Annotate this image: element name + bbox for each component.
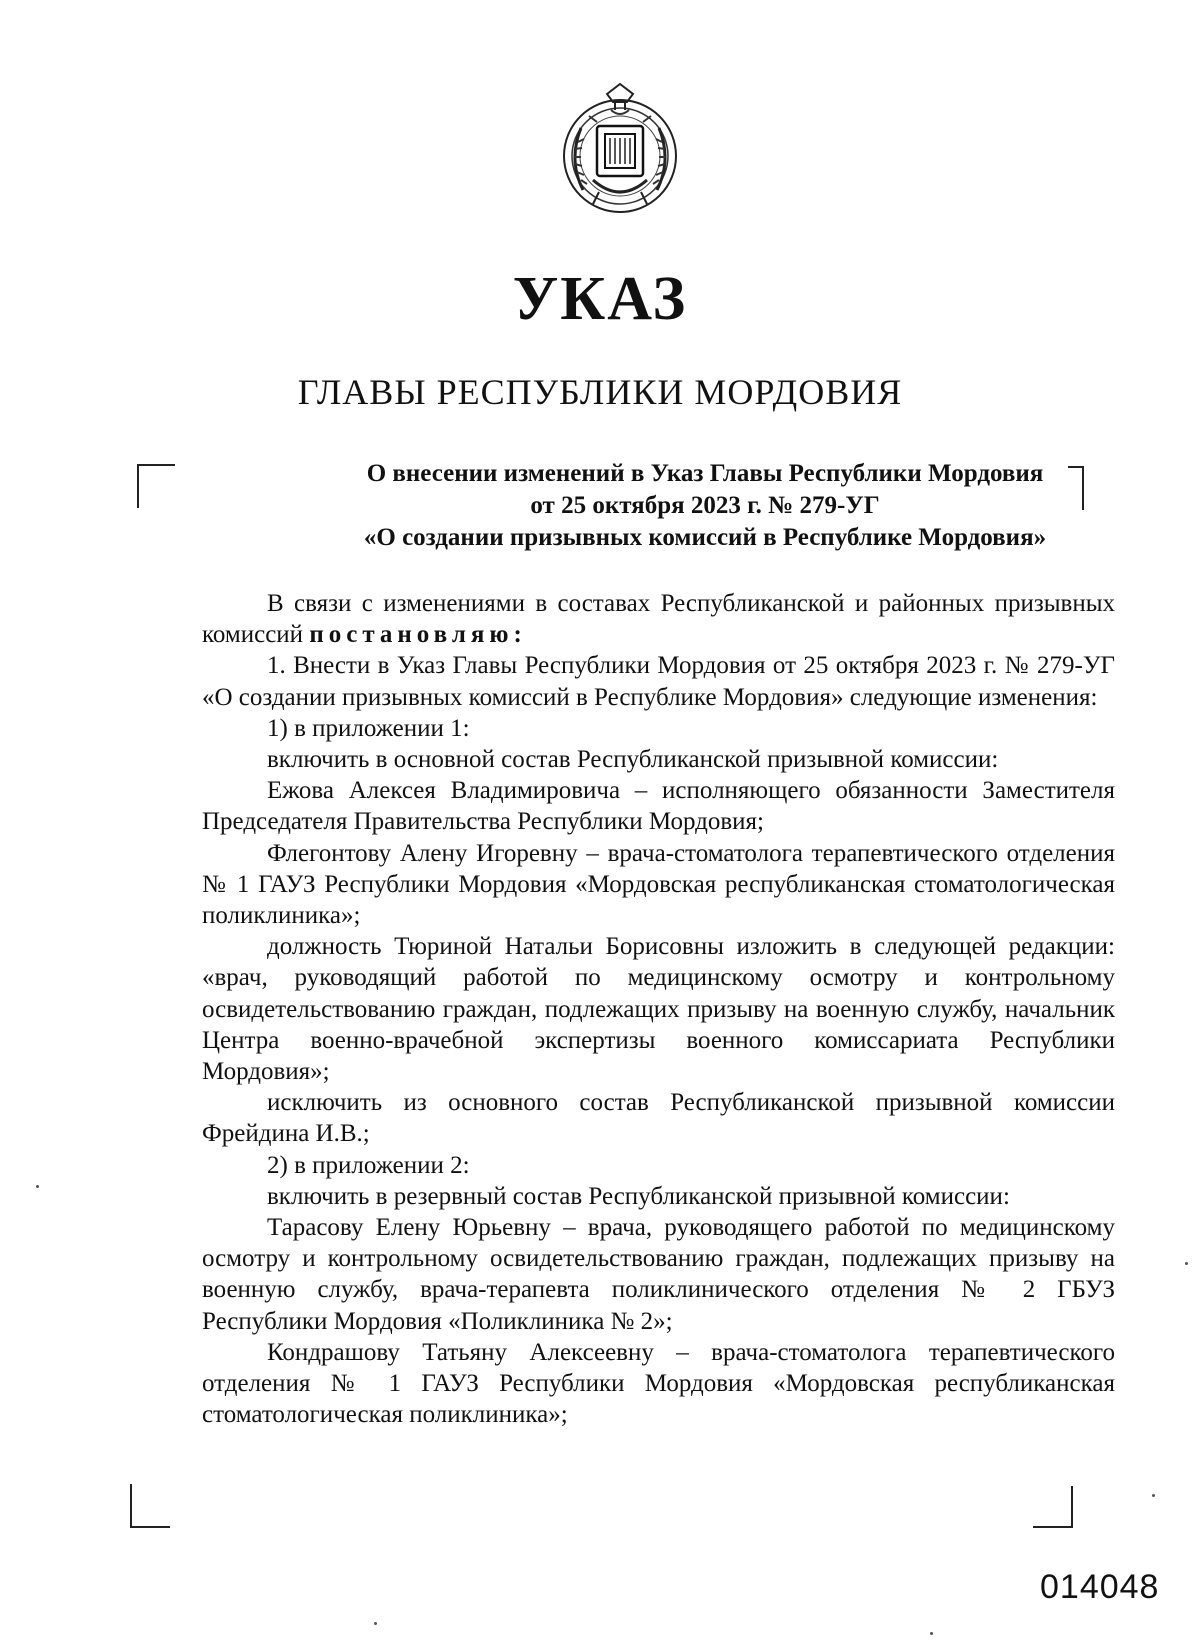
body-paragraph: 2) в приложении 2: — [267, 1151, 470, 1179]
scan-speck — [1152, 1494, 1155, 1497]
scan-speck — [374, 1622, 377, 1625]
text-corner-mark-bottom-left — [130, 1484, 170, 1528]
body-paragraph: включить в основной состав Республиканской призывной комиссии: — [267, 746, 999, 774]
scan-speck — [1185, 1262, 1188, 1265]
body-paragraph: Флегонтову Алену Игоревну – врача-стоматолога терапевтического отделения № 1 ГАУЗ Республики Мордовия «Мордовская республиканская стоматологическая поликлиника»; — [202, 839, 1115, 930]
decree-body — [202, 588, 1115, 1430]
decree-heading — [310, 458, 1100, 554]
text-corner-mark-bottom-right — [1033, 1486, 1073, 1528]
document-title: УКАЗ — [512, 265, 688, 333]
body-paragraph: должность Тюриной Натальи Борисовны изложить в следующей редакции: «врач, руководящий работой по медицинскому осмотру и контрольному освидетельствованию граждан, подлежащих призыву на военную службу, начальник Центра военно-врачебной экспертизы военного комиссариата Республики Мордовия»; — [202, 933, 1115, 1086]
body-paragraph-text: В связи с изменениями в составах Республиканской и районных призывных комиссий — [202, 590, 1115, 649]
heading-line: от 25 октября 2023 г. № 279-УГ — [530, 492, 880, 519]
heading-line: «О создании призывных комиссий в Республике Мордовия» — [363, 524, 1047, 551]
body-paragraph: включить в резервный состав Республиканской призывной комиссии: — [267, 1182, 1010, 1210]
serial-number: 014048 — [1040, 1568, 1160, 1606]
coat-of-arms-emblem — [553, 80, 688, 220]
heading-corner-mark-top-left — [137, 464, 175, 508]
scan-speck — [930, 1632, 933, 1635]
body-paragraph: Тарасову Елену Юрьевну – врача, руководящего работой по медицинскому осмотру и контрольному освидетельствованию граждан, подлежащих призыву на военную службу, врача-терапевта поликлинического отделения № 2 ГБУЗ Республики Мордовия «Поликлиника № 2»; — [202, 1214, 1115, 1335]
body-paragraph: исключить из основного состав Республиканской призывной комиссии Фрейдина И.В.; — [202, 1089, 1115, 1148]
body-paragraph: 1) в приложении 1: — [267, 714, 470, 742]
decree-keyword: постановляю: — [309, 621, 527, 649]
body-paragraph: Кондрашову Татьяну Алексеевну – врача-стоматолога терапевтического отделения № 1 ГАУЗ Республики Мордовия «Мордовская республиканская стоматологическая поликлиника»; — [202, 1338, 1115, 1429]
document-subtitle: ГЛАВЫ РЕСПУБЛИКИ МОРДОВИЯ — [297, 372, 903, 412]
body-paragraph: 1. Внести в Указ Главы Республики Мордовия от 25 октября 2023 г. № 279-УГ «О создании призывных комиссий в Республике Мордовия» следующие изменения: — [202, 652, 1115, 711]
heading-line: О внесении изменений в Указ Главы Республики Мордовия — [366, 460, 1044, 487]
body-paragraph: Ежова Алексея Владимировича – исполняющего обязанности Заместителя Председателя Правительства Республики Мордовия; — [202, 777, 1115, 836]
body-paragraph — [202, 588, 1115, 650]
scan-speck — [36, 1185, 39, 1188]
